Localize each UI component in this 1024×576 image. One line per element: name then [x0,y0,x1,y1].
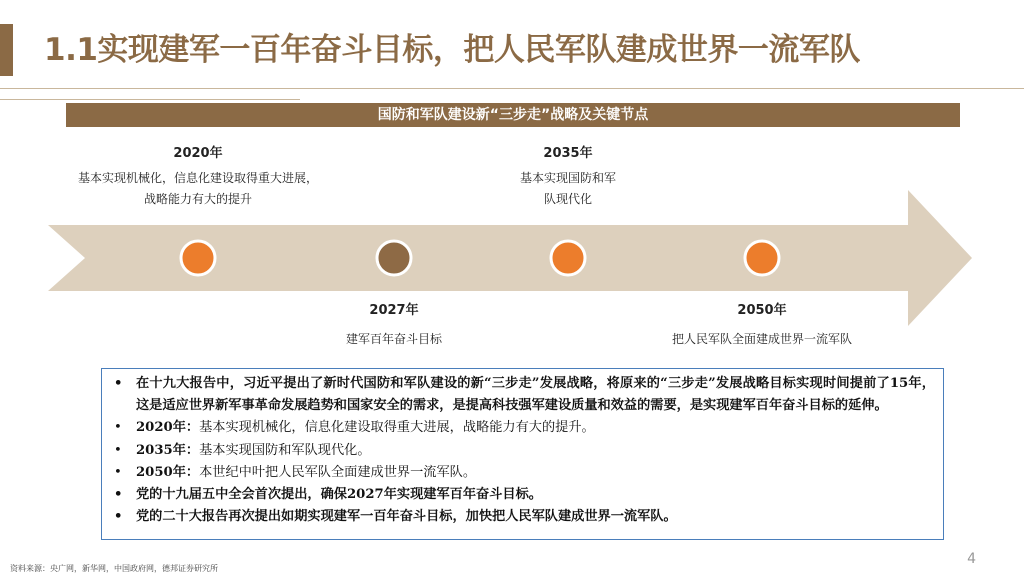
timeline-node-2035 [551,241,585,275]
bullet-text: 在十九大报告中，习近平提出了新时代国防和军队建设的新“三步走”发展战略，将原来的“三步走”发展战略目标实现时间提前了15年，这是适应世界新军事革命发展趋势和国家安全的需求，是提高科技强军建设质量和效益的需要，是实现建军百年奋斗目标的延伸。 [136,376,935,414]
timeline-node-2020 [181,241,215,275]
bullet-text: 本世纪中叶把人民军队全面建成世界一流军队。 [199,464,477,480]
timeline-label-2035 [468,143,668,210]
bullet-item [114,506,935,528]
timeline-desc: 基本实现机械化，信息化建设取得重大进展， [77,171,318,185]
bullet-label: 2050年： [136,464,200,480]
section-header: 国防和军队建设新“三步走”战略及关键节点 [66,103,960,127]
bullet-text: 党的十九届五中全会首次提出，确保2027年实现建军百年奋斗目标。 [136,487,542,503]
bullet-label: 2035年： [136,442,200,458]
timeline-desc: 队现代化 [543,192,592,206]
source-note: 资料来源：央广网，新华网，中国政府网，德邦证券研究所 [10,564,218,573]
bullet-item [114,440,935,462]
timeline-label-2027 [294,300,494,350]
bullet-item [114,462,935,484]
timeline-label-2020 [40,143,356,210]
timeline-desc: 把人民军队全面建成世界一流军队 [671,332,852,346]
timeline-desc: 建军百年奋斗目标 [345,332,442,346]
timeline-label-2050 [612,300,912,350]
timeline-desc: 基本实现国防和军 [519,171,616,185]
bullet-text: 基本实现机械化，信息化建设取得重大进展，战略能力有大的提升。 [199,420,595,436]
timeline-desc: 战略能力有大的提升 [143,192,252,206]
bullet-text: 基本实现国防和军队现代化。 [199,442,371,458]
bullet-text: 党的二十大报告再次提出如期实现建军一百年奋斗目标，加快把人民军队建成世界一流军队。 [136,509,677,525]
bullet-item [114,417,935,439]
timeline-node-2027 [377,241,411,275]
bullet-item [114,484,935,506]
summary-box [101,368,944,540]
timeline-node-2050 [745,241,779,275]
timeline-year: 2027年 [369,303,419,318]
page-title: 1.1实现建军一百年奋斗目标，把人民军队建成世界一流军队 [44,32,860,68]
timeline-year: 2035年 [543,146,593,161]
bullet-label: 2020年： [136,420,200,436]
timeline-year: 2050年 [737,303,787,318]
bullet-item [114,373,935,417]
page-number: 4 [967,551,976,567]
timeline-year: 2020年 [173,146,223,161]
